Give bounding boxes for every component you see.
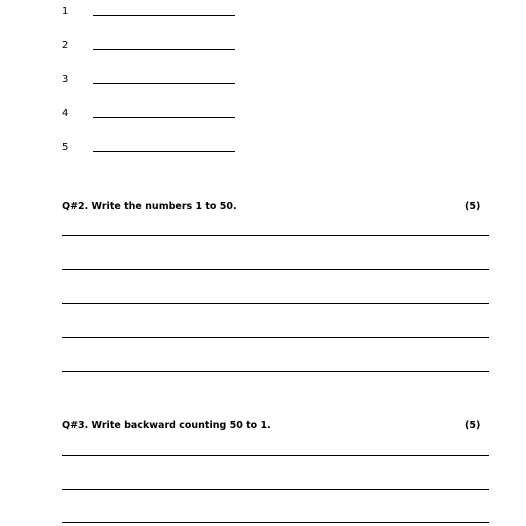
answer-blank-1 (93, 15, 235, 16)
writing-line (62, 303, 489, 304)
item-number-2: 2 (62, 40, 69, 51)
question-3-marks: (5) (465, 420, 481, 431)
writing-line (62, 489, 489, 490)
item-number-4: 4 (62, 108, 69, 119)
writing-line (62, 371, 489, 372)
writing-line (62, 235, 489, 236)
writing-line (62, 455, 489, 456)
answer-blank-3 (93, 83, 235, 84)
question-2-marks: (5) (465, 201, 481, 212)
question-3-text: Q#3. Write backward counting 50 to 1. (62, 420, 271, 431)
question-2-text: Q#2. Write the numbers 1 to 50. (62, 201, 237, 212)
writing-line (62, 269, 489, 270)
writing-line (62, 522, 489, 523)
item-number-3: 3 (62, 74, 69, 85)
answer-blank-4 (93, 117, 235, 118)
answer-blank-5 (93, 151, 235, 152)
writing-line (62, 337, 489, 338)
item-number-5: 5 (62, 142, 69, 153)
item-number-1: 1 (62, 6, 69, 17)
answer-blank-2 (93, 49, 235, 50)
